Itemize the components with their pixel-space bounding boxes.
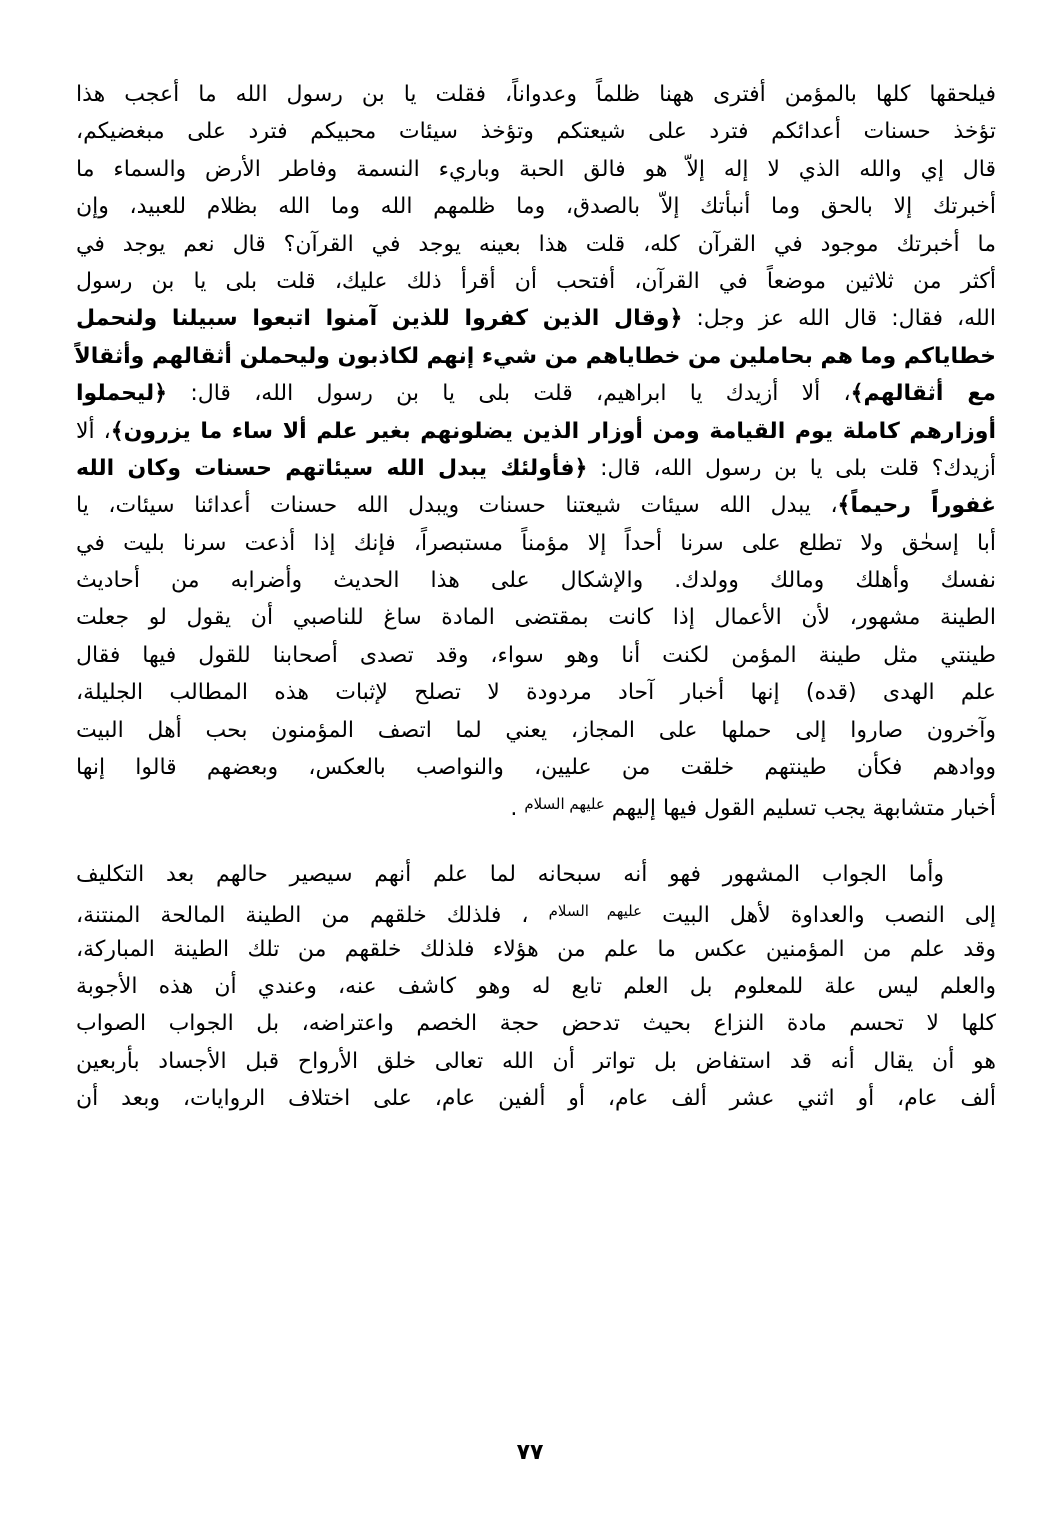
text-line [76,76,996,113]
text-line [76,300,996,337]
text-line [76,1080,996,1117]
text-segment: ، يبدل الله سيئات شيعتنا حسنات ويبدل الله حسنات أعدائنا سيئات، يا [76,493,838,519]
text-segment: ، فلذلك خلقهم من الطينة المالحة المنتنة، [76,903,549,929]
text-segment: أبا إسحٰق ولا تطلع على سرنا أحداً إلا مؤمناً مستبصراً، فإنك إذا أذعت سرنا بليت في [76,530,996,556]
text-line [76,375,996,412]
text-line [76,113,996,150]
text-segment: إلى النصب والعداوة لأهل البيت [642,903,997,929]
text-line [76,151,996,188]
text-line [76,413,996,450]
text-segment: علم الهدى (قده) إنها أخبار آحاد مردودة لا تصلح لإثبات هذه المطالب الجليلة، [76,680,996,706]
text-line [76,263,996,300]
text-line [76,226,996,263]
paragraph-1 [76,76,996,824]
text-line [76,674,996,711]
quran-verse: ﴿وقال الذين كفروا للذين آمنوا اتبعوا سبيلنا ولنحمل [76,306,683,332]
text-segment: كلها لا تحسم مادة النزاع بحيث تدحض حجة الخصم واعتراضه، بل الجواب الصواب [76,1011,996,1037]
quran-verse: مع أثقالهم﴾ [850,381,996,407]
text-line [76,525,996,562]
text-line [76,450,996,487]
text-segment: طينتي مثل طينة المؤمن لكنت أنا وهو سواء، وقد تصدى أصحابنا للقول فيها فقال [76,642,996,668]
text-segment: فيلحقها كلها بالمؤمن أفترى ههنا ظلماً وعدواناً، فقلت يا بن رسول الله ما أعجب هذا [76,82,996,107]
honorific-glyph: عليهم السلام [548,902,643,921]
text-segment: نفسك وأهلك ومالك وولدك. والإشكال على هذا الحديث وأضرابه من أحاديث [76,568,996,594]
text-line [76,1043,996,1080]
text-line [76,968,996,1005]
quran-verse: ﴿ليحملوا [76,381,168,407]
text-segment: هو أن يقال أنه قد استفاض بل تواتر أن الله تعالى خلق الأرواح قبل الأجساد بأربعين [76,1048,996,1074]
quran-verse: خطاياكم وما هم بحاملين من خطاياهم من شيء إنهم لكاذبون وليحملن أثقالهم وأثقالاً [74,343,996,369]
text-line [76,856,996,893]
text-line [76,562,996,599]
text-segment: ، ألا [76,418,111,444]
page-number: ٧٧ [516,1440,544,1465]
paragraph-gap [76,824,996,856]
text-segment: . [510,796,525,822]
text-segment: قال إي والله الذي لا إله إلاّ هو فالق الحبة وباريء النسمة وفاطر الأرض والسماء ما [76,156,996,182]
text-line [76,749,996,786]
text-segment: ما أخبرتك موجود في القرآن كله، قلت هذا بعينه يوجد في القرآن؟ قال نعم يوجد في [76,231,996,257]
text-line [76,637,996,674]
text-line [76,188,996,225]
text-segment: وآخرون صاروا إلى حملها على المجاز، يعني لما اتصف المؤمنون بحب أهل البيت [76,717,996,743]
text-segment: والعلم ليس علة للمعلوم بل العلم تابع له وهو كاشف عنه، وعندي أن هذه الأجوبة [76,973,996,999]
quran-verse: ﴿فأولئك يبدل الله سيئاتهم حسنات وكان الله [76,455,588,481]
text-segment: أزيدك؟ قلت بلى يا بن رسول الله، قال: [587,455,996,481]
text-line [76,712,996,749]
text-line [76,893,996,930]
text-line [76,786,996,823]
text-segment: أخبار متشابهة يجب تسليم القول فيها إليهم [604,796,996,822]
text-segment: تؤخذ حسنات أعدائكم فترد على شيعتكم وتؤخذ سيئات محبيكم فترد على مبغضيكم، [76,119,996,145]
text-segment: ، ألا أزيدك يا ابراهيم، قلت بلى يا بن رسول الله، قال: [167,381,851,407]
text-line [76,1005,996,1042]
honorific-glyph: عليهم السلام [524,795,605,814]
text-line [76,487,996,524]
text-line [76,338,996,375]
text-segment: ألف عام، أو اثني عشر ألف عام، أو ألفين عام، على اختلاف الروايات، وبعد أن [76,1086,996,1112]
text-segment: وأما الجواب المشهور فهو أنه سبحانه لما علم أنهم سيصير حالهم بعد التكليف [76,861,944,887]
text-line [76,931,996,968]
text-line [76,599,996,636]
text-segment: الطينة مشهور، لأن الأعمال إذا كانت بمقتضى المادة ساغ للناصبي أن يقول لو جعلت [76,605,996,631]
body-text [76,76,996,1118]
text-segment: وقد علم من المؤمنين عكس ما علم من هؤلاء فلذلك خلقهم من تلك الطينة المباركة، [76,936,996,962]
text-segment: أخبرتك إلا بالحق وما أنبأتك إلاّ بالصدق، وما ظلمهم الله وما الله بظلام للعبيد، وإن [76,194,996,220]
quran-verse: أوزارهم كاملة يوم القيامة ومن أوزار الذين يضلونهم بغير علم ألا ساء ما يزرون﴾ [110,418,996,444]
text-segment: الله، فقال: قال الله عز وجل: [682,306,996,332]
text-segment: أكثر من ثلاثين موضعاً في القرآن، أفتحب أن أقرأ ذلك عليك، قلت بلى يا بن رسول [76,268,996,294]
quran-verse: غفوراً رحيماً﴾ [837,493,996,519]
text-segment: ووادهم فكأن طينتهم خلقت من عليين، والنواصب بالعكس، وبعضهم قالوا إنها [76,755,996,781]
paragraph-2 [76,856,996,1118]
